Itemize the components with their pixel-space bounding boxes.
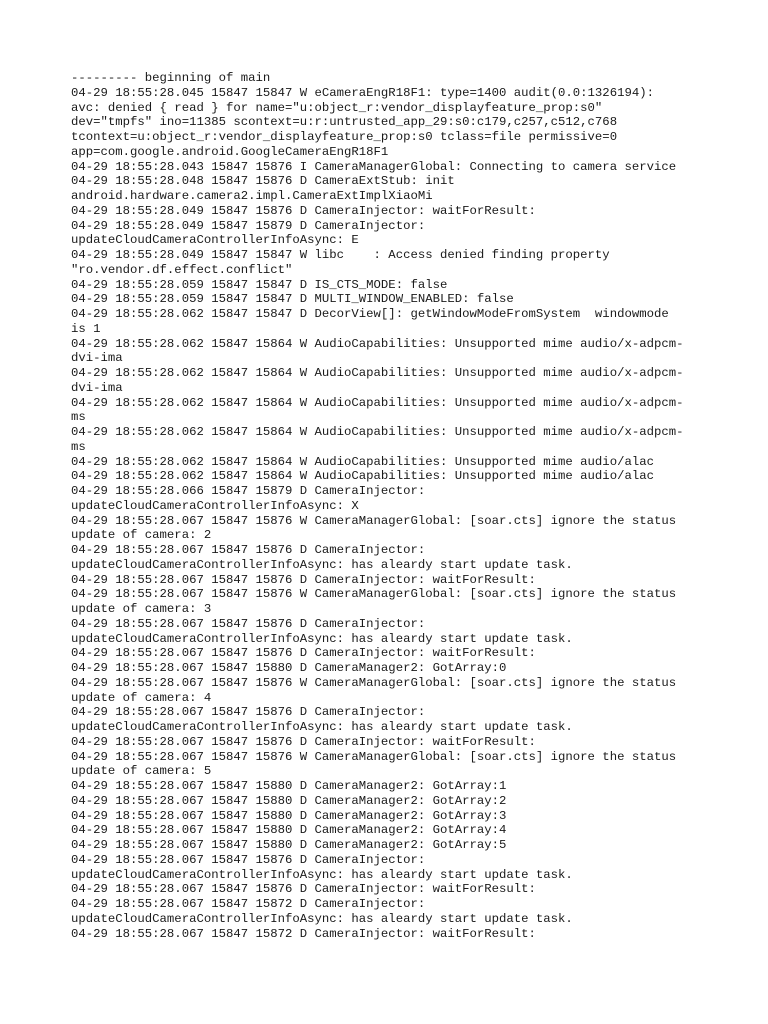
log-line: avc: denied { read } for name="u:object_r:vendor_displayfeature_prop:s0": [71, 100, 603, 115]
log-line: updateCloudCameraControllerInfoAsync: X: [71, 498, 359, 513]
log-line: 04-29 18:55:28.067 15847 15876 W CameraManagerGlobal: [soar.cts] ignore the status: [71, 675, 677, 690]
log-line: 04-29 18:55:28.067 15847 15876 D CameraInjector:: [71, 616, 426, 631]
log-line: tcontext=u:object_r:vendor_displayfeature_prop:s0 tclass=file permissive=0: [71, 130, 618, 144]
log-line: dvi-ima: [71, 380, 123, 395]
log-line: updateCloudCameraControllerInfoAsync: E: [71, 233, 359, 248]
log-line: 04-29 18:55:28.049 15847 15879 D CameraInjector:: [71, 218, 426, 233]
log-line: 04-29 18:55:28.049 15847 15876 D CameraInjector: waitForResult:: [71, 203, 536, 218]
log-line: 04-29 18:55:28.067 15847 15880 D CameraManager2: GotArray:2: [71, 793, 507, 808]
log-line: updateCloudCameraControllerInfoAsync: has aleardy start update task.: [71, 911, 573, 926]
log-line: update of camera: 3: [71, 602, 212, 616]
log-line: dev="tmpfs" ino=11385 scontext=u:r:untrusted_app_29:s0:c179,c257,c512,c768: [71, 115, 618, 130]
log-line: 04-29 18:55:28.062 15847 15864 W AudioCapabilities: Unsupported mime audio/x-adpcm-: [71, 425, 684, 439]
log-line: 04-29 18:55:28.049 15847 15847 W libc : Access denied finding property: [71, 248, 610, 262]
log-line: 04-29 18:55:28.067 15847 15876 D CameraInjector: waitForResult:: [71, 572, 536, 587]
log-line: 04-29 18:55:28.067 15847 15872 D CameraInjector:: [71, 897, 426, 911]
log-line: 04-29 18:55:28.043 15847 15876 I CameraManagerGlobal: Connecting to camera service: [71, 159, 677, 174]
log-line: updateCloudCameraControllerInfoAsync: has aleardy start update task.: [71, 720, 573, 734]
log-line: 04-29 18:55:28.067 15847 15876 D CameraInjector: waitForResult:: [71, 882, 536, 897]
log-line: 04-29 18:55:28.062 15847 15847 D DecorView[]: getWindowModeFromSystem windowmode: [71, 307, 669, 321]
log-line: 04-29 18:55:28.067 15847 15876 D CameraInjector:: [71, 705, 426, 720]
log-line: 04-29 18:55:28.067 15847 15876 D CameraInjector:: [71, 852, 426, 867]
log-line: 04-29 18:55:28.062 15847 15864 W AudioCapabilities: Unsupported mime audio/x-adpcm-: [71, 366, 684, 380]
log-line: 04-29 18:55:28.067 15847 15880 D CameraManager2: GotArray:4: [71, 823, 507, 838]
log-line: 04-29 18:55:28.066 15847 15879 D CameraInjector:: [71, 484, 426, 498]
log-line: 04-29 18:55:28.067 15847 15876 D CameraInjector:: [71, 543, 426, 557]
log-line: 04-29 18:55:28.048 15847 15876 D CameraExtStub: init: [71, 174, 455, 189]
log-line: 04-29 18:55:28.067 15847 15876 D CameraInjector: waitForResult:: [71, 734, 536, 749]
log-line: android.hardware.camera2.impl.CameraExtImplXiaoMi: [71, 189, 433, 203]
log-line: 04-29 18:55:28.067 15847 15876 W CameraManagerGlobal: [soar.cts] ignore the status: [71, 749, 677, 764]
log-line: update of camera: 2: [71, 528, 212, 543]
log-line: update of camera: 5: [71, 764, 212, 779]
log-line: updateCloudCameraControllerInfoAsync: has aleardy start update task.: [71, 631, 573, 646]
log-line: is 1: [71, 321, 101, 336]
log-line: ms: [71, 410, 86, 425]
log-line: 04-29 18:55:28.067 15847 15876 D CameraInjector: waitForResult:: [71, 646, 536, 661]
log-line: dvi-ima: [71, 351, 123, 366]
log-line: "ro.vendor.df.effect.conflict": [71, 262, 293, 277]
log-line: 04-29 18:55:28.062 15847 15864 W AudioCapabilities: Unsupported mime audio/x-adpcm-: [71, 336, 684, 351]
log-line: 04-29 18:55:28.059 15847 15847 D MULTI_WINDOW_ENABLED: false: [71, 292, 514, 307]
log-line: app=com.google.android.GoogleCameraEngR18F1: [71, 144, 389, 159]
log-line: --------- beginning of main: [71, 71, 271, 85]
log-line: 04-29 18:55:28.059 15847 15847 D IS_CTS_MODE: false: [71, 277, 448, 292]
log-line: ms: [71, 439, 86, 454]
log-line: 04-29 18:55:28.067 15847 15872 D CameraInjector: waitForResult:: [71, 926, 536, 941]
log-line: 04-29 18:55:28.062 15847 15864 W AudioCapabilities: Unsupported mime audio/alac: [71, 469, 654, 484]
log-line: 04-29 18:55:28.067 15847 15880 D CameraManager2: GotArray:0: [71, 661, 507, 675]
log-line: updateCloudCameraControllerInfoAsync: has aleardy start update task.: [71, 867, 573, 882]
log-line: 04-29 18:55:28.062 15847 15864 W AudioCapabilities: Unsupported mime audio/x-adpcm-: [71, 395, 684, 410]
log-line: 04-29 18:55:28.045 15847 15847 W eCameraEngR18F1: type=1400 audit(0.0:1326194):: [71, 85, 654, 100]
log-line: 04-29 18:55:28.067 15847 15880 D CameraManager2: GotArray:1: [71, 779, 507, 793]
log-line: updateCloudCameraControllerInfoAsync: has aleardy start update task.: [71, 557, 573, 572]
log-line: update of camera: 4: [71, 690, 212, 705]
log-line: 04-29 18:55:28.067 15847 15876 W CameraManagerGlobal: [soar.cts] ignore the status: [71, 587, 677, 602]
log-line: 04-29 18:55:28.067 15847 15880 D CameraManager2: GotArray:5: [71, 838, 507, 852]
log-line: 04-29 18:55:28.062 15847 15864 W AudioCapabilities: Unsupported mime audio/alac: [71, 454, 654, 469]
log-line: 04-29 18:55:28.067 15847 15880 D CameraManager2: GotArray:3: [71, 808, 507, 823]
log-line: 04-29 18:55:28.067 15847 15876 W CameraManagerGlobal: [soar.cts] ignore the status: [71, 513, 677, 528]
log-text-block: [71, 71, 711, 941]
